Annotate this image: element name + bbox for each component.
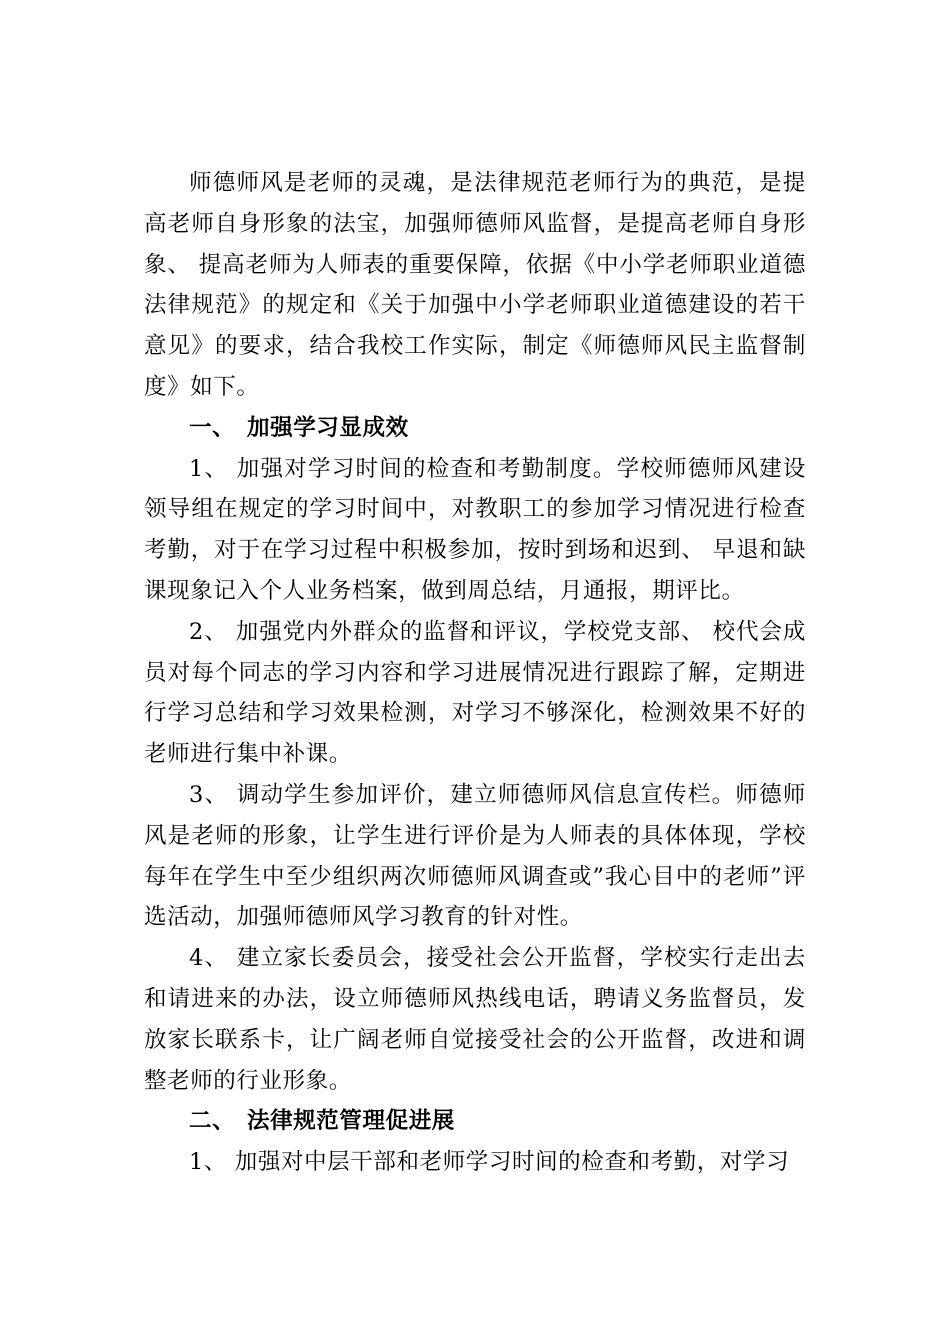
section-2-heading bbox=[144, 1101, 806, 1142]
section-1-heading bbox=[144, 408, 806, 449]
intro-paragraph: 师德师风是老师的灵魂，是法律规范老师行为的典范，是提高老师自身形象的法宝，加强师德师风监督，是提高老师自身形象、 提高老师为人师表的重要保障，依据《中小学老师职业道德法律规范》的规定和《关于加强中小学老师职业道德建设的若干意见》的要求，结合我校工作实际，制定《师德师风民主监督制度》如下。 bbox=[144, 170, 806, 400]
section-2-title: 法律规范管理促进展 bbox=[247, 1108, 455, 1135]
document-page bbox=[144, 163, 806, 1183]
section-1-number: 一、 bbox=[189, 414, 236, 441]
section-1-item: 2、 加强党内外群众的监督和评议，学校党支部、 校代会成员对每个同志的学习内容和学习进展情况进行跟踪了解，定期进行学习总结和学习效果检测，对学习不够深化，检测效果不好的老师进行集中补课。 bbox=[144, 618, 806, 768]
section-1-item: 4、 建立家长委员会，接受社会公开监督，学校实行走出去和请进来的办法，设立师德师风热线电话，聘请义务监督员，发放家长联系卡，让广阔老师自觉接受社会的公开监督，改进和调整老师的行业形象。 bbox=[144, 945, 806, 1094]
section-1-item: 1、 加强对学习时间的检查和考勤制度。学校师德师风建设领导组在规定的学习时间中，对教职工的参加学习情况进行检查考勤，对于在学习过程中积极参加，按时到场和迟到、 早退和缺课现象记入个人业务档案，做到周总结，月通报，期评比。 bbox=[144, 455, 806, 604]
section-1-title: 加强学习显成效 bbox=[247, 414, 409, 441]
section-2-item: 1、 加强对中层干部和老师学习时间的检查和考勤，对学习 bbox=[189, 1149, 790, 1176]
section-2-number: 二、 bbox=[189, 1108, 236, 1135]
section-1-item: 3、 调动学生参加评价，建立师德师风信息宣传栏。师德师风是老师的形象，让学生进行评价是为人师表的具体体现，学校每年在学生中至少组织两次师德师风调查或”我心目中的老师”评选活动，加强师德师风学习教育的针对性。 bbox=[144, 781, 806, 931]
